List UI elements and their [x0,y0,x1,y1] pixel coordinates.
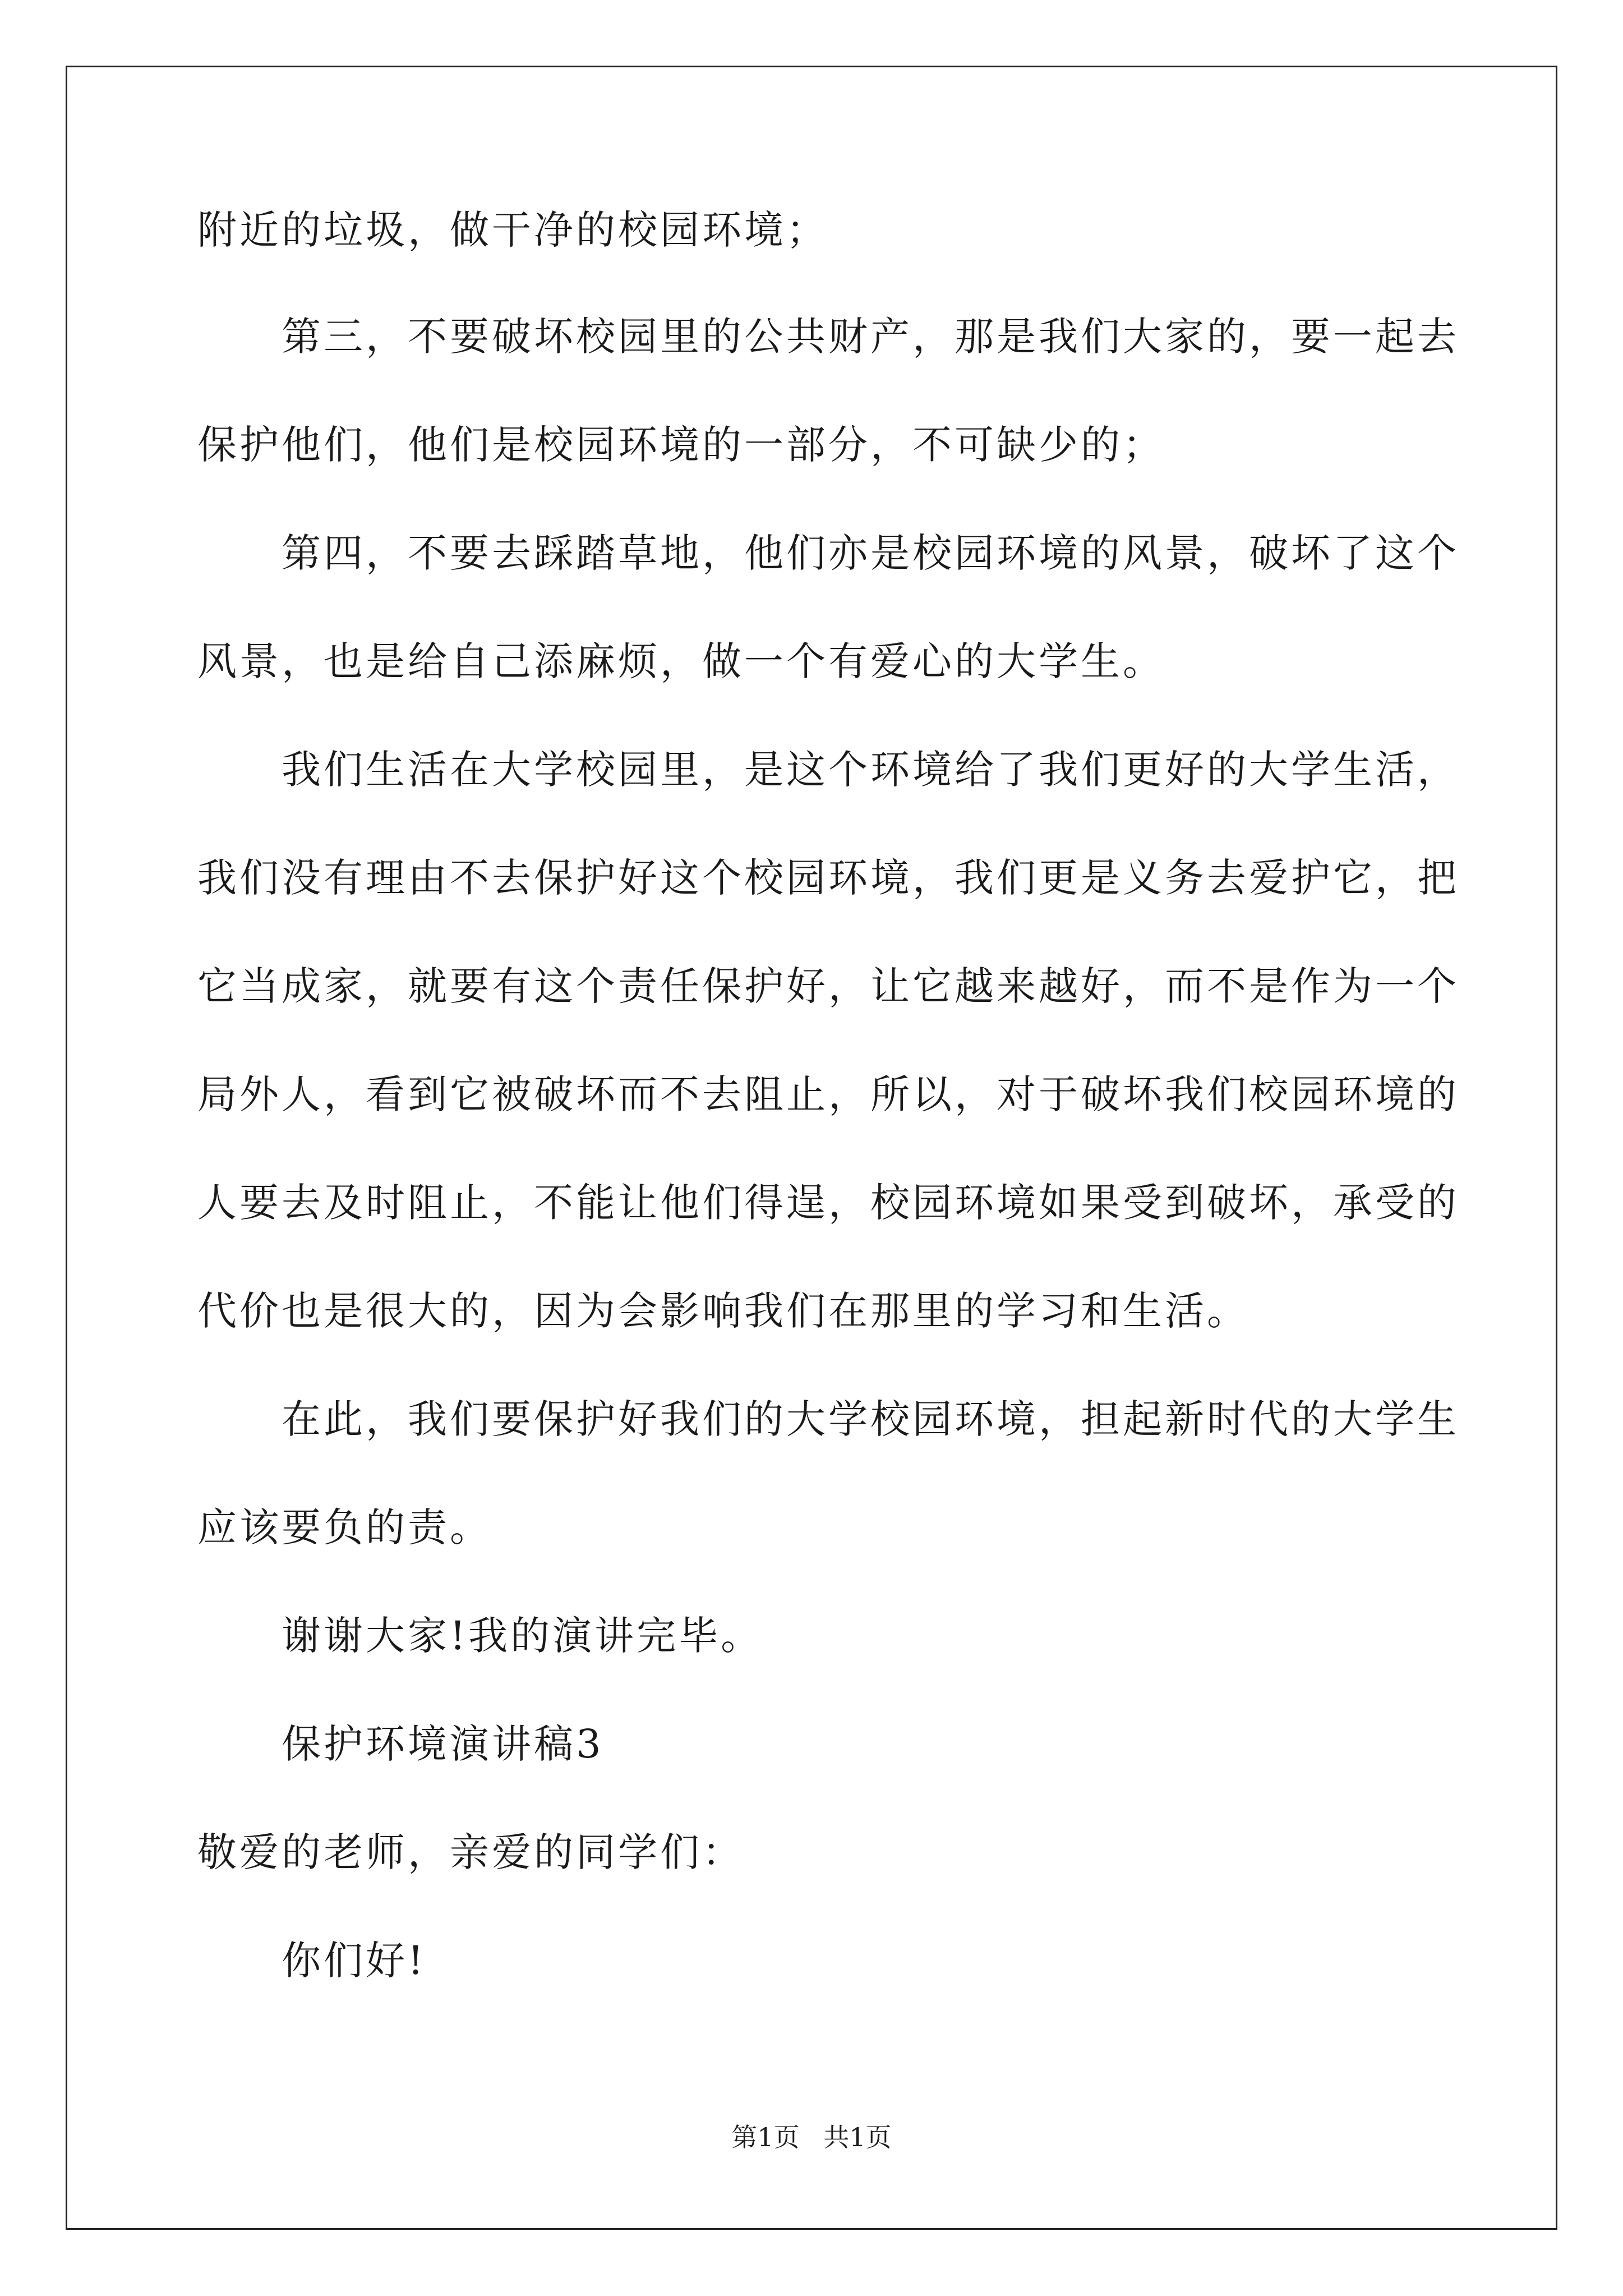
text-line: 代价也是很大的，因为会影响我们在那里的学习和生活。 [197,1288,1249,1334]
page-footer [0,2120,1623,2154]
text-line: 我们没有理由不去保护好这个校园环境，我们更是义务去爱护它，把 [197,855,1459,901]
text-line: 附近的垃圾，做干净的校园环境； [197,207,828,253]
page-border [66,66,1557,2230]
greeting: 你们好! [282,1938,427,1984]
page-number: 第1页 [731,2122,800,2152]
paragraph-text-line: 我们生活在大学校园里，是这个环境给了我们更好的大学生活， [282,747,1459,793]
paragraph-text-line: 谢谢大家!我的演讲完毕。 [282,1613,763,1659]
paragraph-text-line: 在此，我们要保护好我们的大学校园环境，担起新时代的大学生 [282,1396,1459,1442]
text-line: 它当成家，就要有这个责任保护好，让它越来越好，而不是作为一个 [197,963,1459,1009]
text-line: 局外人，看到它被破坏而不去阻止，所以，对于破坏我们校园环境的 [197,1071,1459,1117]
section-heading: 保护环境演讲稿3 [282,1721,604,1767]
text-line: 保护他们，他们是校园环境的一部分，不可缺少的； [197,422,1165,468]
text-line: 风景，也是给自己添麻烦，做一个有爱心的大学生。 [197,638,1165,684]
text-line: 人要去及时阻止，不能让他们得逞，校园环境如果受到破坏，承受的 [197,1180,1459,1226]
text-line: 应该要负的责。 [197,1504,492,1550]
page-total: 共1页 [823,2122,892,2152]
paragraph-text-line: 第三，不要破坏校园里的公共财产，那是我们大家的，要一起去 [282,314,1459,360]
paragraph-text-line: 第四，不要去踩踏草地，他们亦是校园环境的风景，破坏了这个 [282,530,1459,576]
salutation: 敬爱的老师，亲爱的同学们： [197,1829,744,1875]
